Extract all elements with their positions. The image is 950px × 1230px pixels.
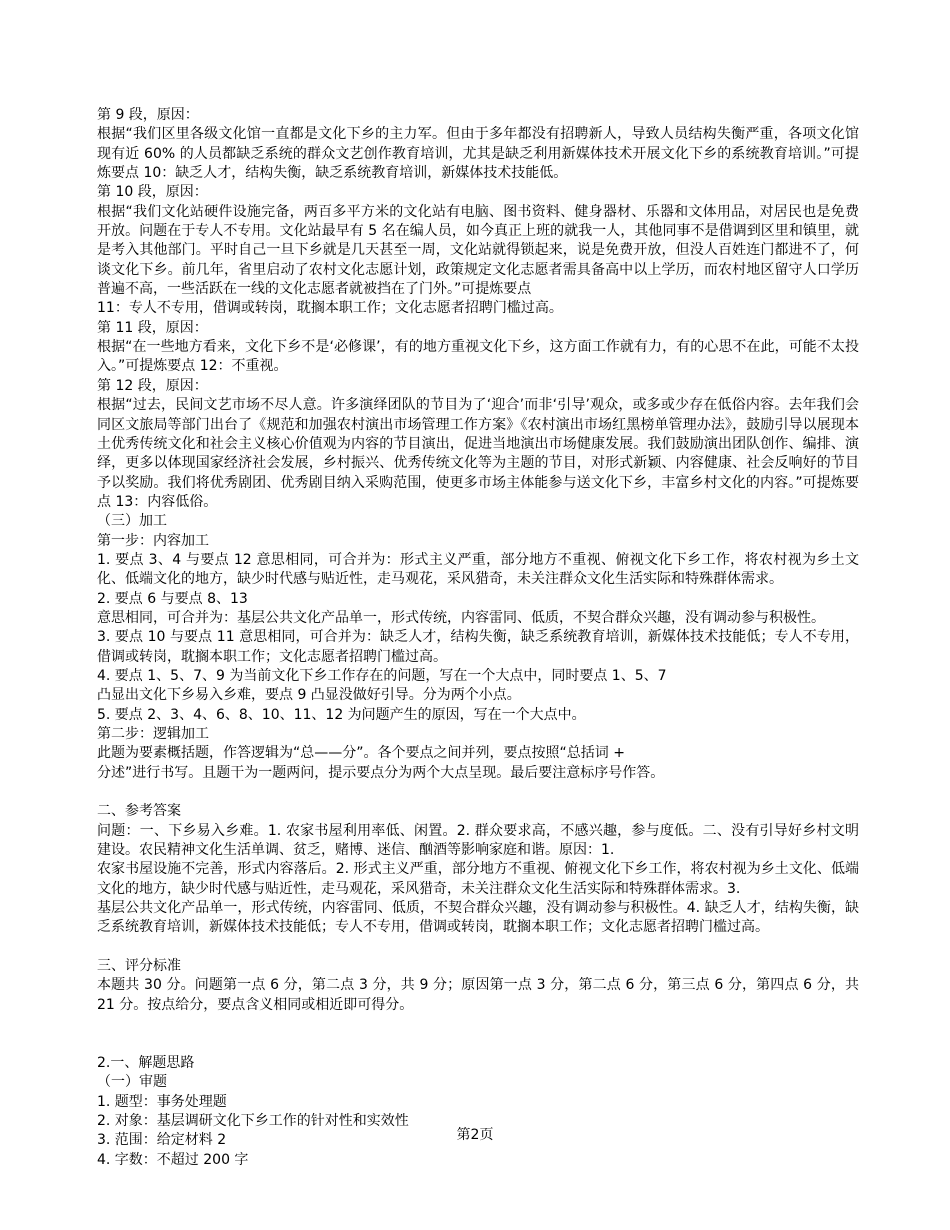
list-item: 2. 要点 6 与要点 8、13 [97, 590, 248, 607]
section-heading: 2.一、解题思路 [97, 1054, 195, 1071]
text-paragraph: 根据“我们区里各级文化馆一直都是文化下乡的主力军。但由于多年都没有招聘新人，导致人员结构失衡严重，各项文化馆现有近 60% 的人员都缺乏系统的群众文艺创作教育培训，尤其是缺乏利用新媒体技术开展文化下乡的系统教育培训。”可提炼要点 10：缺乏人才，结构失衡，缺乏系统教育培训，新媒体技术技能低。 [97, 126, 859, 182]
list-item: 3. 范围：给定材料 2 [97, 1132, 227, 1149]
list-item: 4. 要点 1、5、7、9 为当前文化下乡工作存在的问题，写在一个大点中，同时要点 1、5、7 [97, 667, 667, 684]
step-heading: 第一步：内容加工 [97, 532, 209, 549]
text-paragraph: 根据“在一些地方看来，文化下乡不是‘必修课’，有的地方重视文化下乡，这方面工作就有力，有的心思不在此，可能不太投入。”可提炼要点 12：不重视。 [97, 339, 859, 375]
text-paragraph: 问题：一、下乡易入乡难。1. 农家书屋利用率低、闲置。2. 群众要求高，不感兴趣，参与度低。二、没有引导好乡村文明建设。农民精神文化生活单调、贫乏，赌博、迷信、酗酒等影响家庭和谐。原因：1. [97, 822, 859, 859]
section-heading: （三）加工 [97, 513, 167, 530]
spacer [97, 938, 859, 957]
text-paragraph: 农家书屋设施不完善，形式内容落后。2. 形式主义严重，部分地方不重视、俯视文化下乡工作，将农村视为乡土文化、低端文化的地方，缺少时代感与贴近性，走马观花，采风猎奇，未关注群众文化生活实际和特殊群体需求。3. [97, 861, 859, 897]
list-item: 2. 对象：基层调研文化下乡工作的针对性和实效性 [97, 1112, 409, 1129]
text-line: 凸显出文化下乡易入乡难，要点 9 凸显没做好引导。分为两个小点。 [97, 687, 521, 704]
text-line: 第 9 段，原因： [97, 107, 199, 123]
text-paragraph: 本题共 30 分。问题第一点 6 分，第二点 3 分，共 9 分；原因第一点 3 分，第二点 6 分，第三点 6 分，第四点 6 分，共 21 分。按点给分，要点含义相同或相近即可得分。 [97, 977, 859, 1013]
section-heading: 二、参考答案 [97, 803, 181, 820]
section-heading: 三、评分标准 [97, 958, 181, 975]
text-line: 分述”进行书写。且题干为一题两问，提示要点分为两个大点呈现。最后要注意标序号作答。 [97, 764, 665, 781]
document-body [97, 106, 859, 1170]
text-line: 第 10 段，原因： [97, 184, 208, 201]
spacer [97, 1015, 859, 1054]
page-number: 第2页 [456, 1127, 494, 1143]
text-line: 此题为要素概括题，作答逻辑为“总——分”。各个要点之间并列，要点按照“总括词 + [97, 745, 625, 762]
step-heading: 第二步：逻辑加工 [97, 726, 209, 742]
text-line: 11：专人不专用，借调或转岗，耽搁本职工作；文化志愿者招聘门槛过高。 [97, 300, 563, 317]
text-paragraph: 根据“过去，民间文艺市场不尽人意。许多演绎团队的节目为了‘迎合’而非‘引导’观众，或多或少存在低俗内容。去年我们会同区文旅局等部门出台了《规范和加强农村演出市场管理工作方案》《农村演出市场红黑榜单管理办法》，鼓励引导以展现本土优秀传统文化和社会主义核心价值观为内容的节目演出，促进当地演出市场健康发展。我们鼓励演出团队创作、编排、演绎，更多以体现国家经济社会发展，乡村振兴、优秀传统文化等为主题的节目，对形式新颖、内容健康、社会反响好的节目予以奖励。我们将优秀剧团、优秀剧目纳入采购范围，使更多市场主体能参与送文化下乡，丰富乡村文化的内容。”可提炼要点 13：内容低俗。 [97, 397, 859, 510]
section-heading: （一）审题 [97, 1074, 167, 1091]
text-paragraph: 基层公共文化产品单一，形式传统，内容雷同、低质，不契合群众兴趣，没有调动参与积极性。4. 缺乏人才，结构失衡，缺乏系统教育培训，新媒体技术技能低；专人不专用，借调或转岗，耽搁本职工作；文化志愿者招聘门槛过高。 [97, 900, 859, 936]
text-line: 第 11 段，原因： [97, 319, 208, 336]
text-line: 意思相同，可合并为：基层公共文化产品单一，形式传统，内容雷同、低质，不契合群众兴趣，没有调动参与积极性。 [97, 609, 825, 626]
list-item: 3. 要点 10 与要点 11 意思相同，可合并为：缺乏人才，结构失衡，缺乏系统教育培训，新媒体技术技能低；专人不专用，借调或转岗，耽搁本职工作；文化志愿者招聘门槛过高。 [97, 629, 859, 665]
text-line: 第 12 段，原因： [97, 377, 208, 394]
list-item: 4. 字数：不超过 200 字 [97, 1151, 249, 1168]
list-item: 1. 要点 3、4 与要点 12 意思相同，可合并为：形式主义严重，部分地方不重视、俯视文化下乡工作，将农村视为乡土文化、低端文化的地方，缺少时代感与贴近性，走马观花，采风猎奇，未关注群众文化生活实际和特殊群体需求。 [97, 551, 859, 588]
list-item: 1. 题型：事务处理题 [97, 1093, 227, 1110]
text-paragraph: 根据“我们文化站硬件设施完备，两百多平方米的文化站有电脑、图书资料、健身器材、乐器和文体用品，对居民也是免费开放。问题在于专人不专用。文化站最早有 5 名在编人员，如今真正上班的就我一人，其他同事不是借调到区里和镇里，就是考入其他部门。平时自己一旦下乡就是几天甚至一周，文化站就得锁起来，说是免费开放，但没人百姓连门都进不了，何谈文化下乡。前几年，省里启动了农村文化志愿计划，政策规定文化志愿者需具备高中以上学历，而农村地区留守人口学历普遍不高，一些活跃在一线的文化志愿者就被挡在了门外。”可提炼要点 [97, 203, 859, 298]
spacer [97, 783, 859, 802]
list-item: 5. 要点 2、3、4、6、8、10、11、12 为问题产生的原因，写在一个大点中。 [97, 706, 586, 723]
